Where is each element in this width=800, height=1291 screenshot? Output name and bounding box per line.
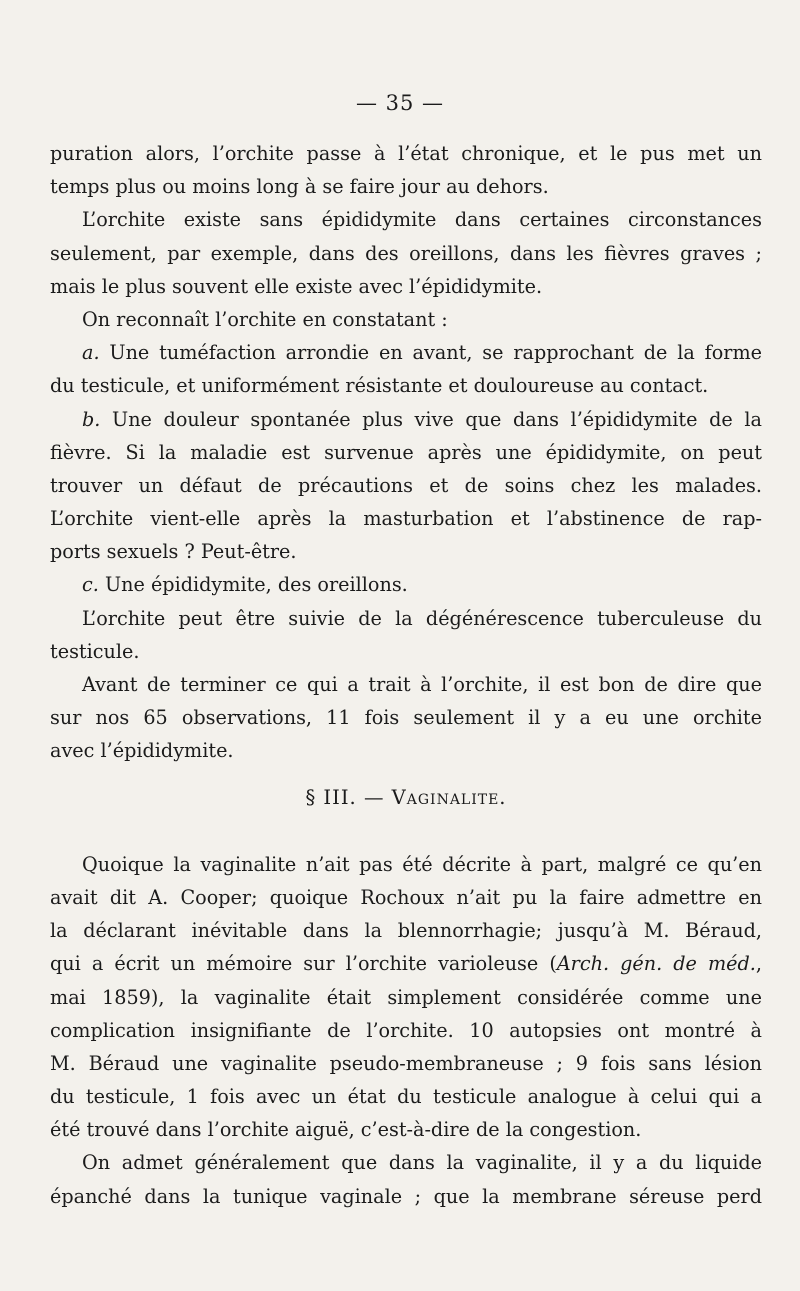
paragraphs-vaginalite bbox=[50, 848, 762, 1213]
paragraphs-orchite bbox=[50, 137, 762, 768]
text-line: L’orchite peut être suivie de la dégénérescence tuberculeuse du bbox=[82, 606, 762, 630]
section-heading bbox=[50, 781, 762, 814]
text-line: Avant de terminer ce qui a trait à l’orchite, il est bon de dire que bbox=[82, 673, 762, 696]
text-line: du testicule, 1 fois avec un état du testicule analogue à celui qui a bbox=[50, 1085, 762, 1109]
text-line: complication insignifiante de l’orchite. 10 autopsies ont montré à bbox=[50, 1018, 762, 1042]
text-line: puration alors, l’orchite passe à l’état chronique, et le pus met un bbox=[50, 142, 762, 165]
enumeration-letter: b. bbox=[82, 407, 101, 431]
text-line: On reconnaît l’orchite en constatant : bbox=[82, 307, 448, 331]
text-line: été trouvé dans l’orchite aiguë, c’est-à-dire de la congestion. bbox=[50, 1118, 642, 1142]
section-number: § III. — bbox=[305, 785, 385, 809]
text-line: fièvre. Si la maladie est survenue après une épididymite, on peut bbox=[50, 440, 762, 464]
text-line: trouver un défaut de précautions et de soins chez les malades. bbox=[50, 473, 762, 497]
text-line: sur nos 65 observations, 11 fois seulement il y a eu une orchite bbox=[50, 706, 762, 730]
citation-italic: Arch. gén. de méd. bbox=[556, 952, 756, 976]
text-line: a. Une tuméfaction arrondie en avant, se rapprochant de la forme bbox=[82, 341, 762, 365]
text-line: seulement, par exemple, dans des oreillons, dans les fièvres graves ; bbox=[50, 241, 762, 265]
section-title: Vaginalite. bbox=[391, 785, 507, 809]
page-number: — 35 — bbox=[355, 91, 445, 115]
text-line: c. Une épididymite, des oreillons. bbox=[82, 573, 408, 597]
text-line: b. Une douleur spontanée plus vive que dans l’épididymite de la bbox=[82, 407, 762, 431]
text-line: testicule. bbox=[50, 639, 140, 663]
text-line: avec l’épididymite. bbox=[50, 739, 234, 763]
text-line: qui a écrit un mémoire sur l’orchite varioleuse (Arch. gén. de méd., bbox=[50, 952, 762, 976]
text-line: mais le plus souvent elle existe avec l’épididymite. bbox=[50, 274, 543, 298]
text-line: avait dit A. Cooper; quoique Rochoux n’ait pu la faire admettre en bbox=[50, 885, 762, 909]
text-line: On admet généralement que dans la vaginalite, il y a du liquide bbox=[82, 1151, 762, 1175]
text-line: épanché dans la tunique vaginale ; que la membrane séreuse perd bbox=[50, 1184, 762, 1208]
text-line: ports sexuels ? Peut-être. bbox=[50, 540, 297, 564]
enumeration-letter: a. bbox=[82, 341, 100, 365]
text-line: la déclarant inévitable dans la blennorrhagie; jusqu’à M. Béraud, bbox=[50, 919, 762, 943]
body-text bbox=[50, 137, 762, 1213]
text-line: L’orchite existe sans épididymite dans certaines circonstances bbox=[82, 208, 762, 232]
text-line: L’orchite vient-elle après la masturbation et l’abstinence de rap- bbox=[50, 507, 762, 531]
text-line: M. Béraud une vaginalite pseudo-membraneuse ; 9 fois sans lésion bbox=[50, 1051, 762, 1075]
text-line: du testicule, et uniformément résistante et douloureuse au contact. bbox=[50, 374, 709, 398]
enumeration-letter: c. bbox=[82, 573, 99, 597]
text-line: Quoique la vaginalite n’ait pas été décrite à part, malgré ce qu’en bbox=[82, 852, 762, 876]
text-line: mai 1859), la vaginalite était simplement considérée comme une bbox=[50, 985, 762, 1009]
text-line: temps plus ou moins long à se faire jour au dehors. bbox=[50, 175, 549, 199]
